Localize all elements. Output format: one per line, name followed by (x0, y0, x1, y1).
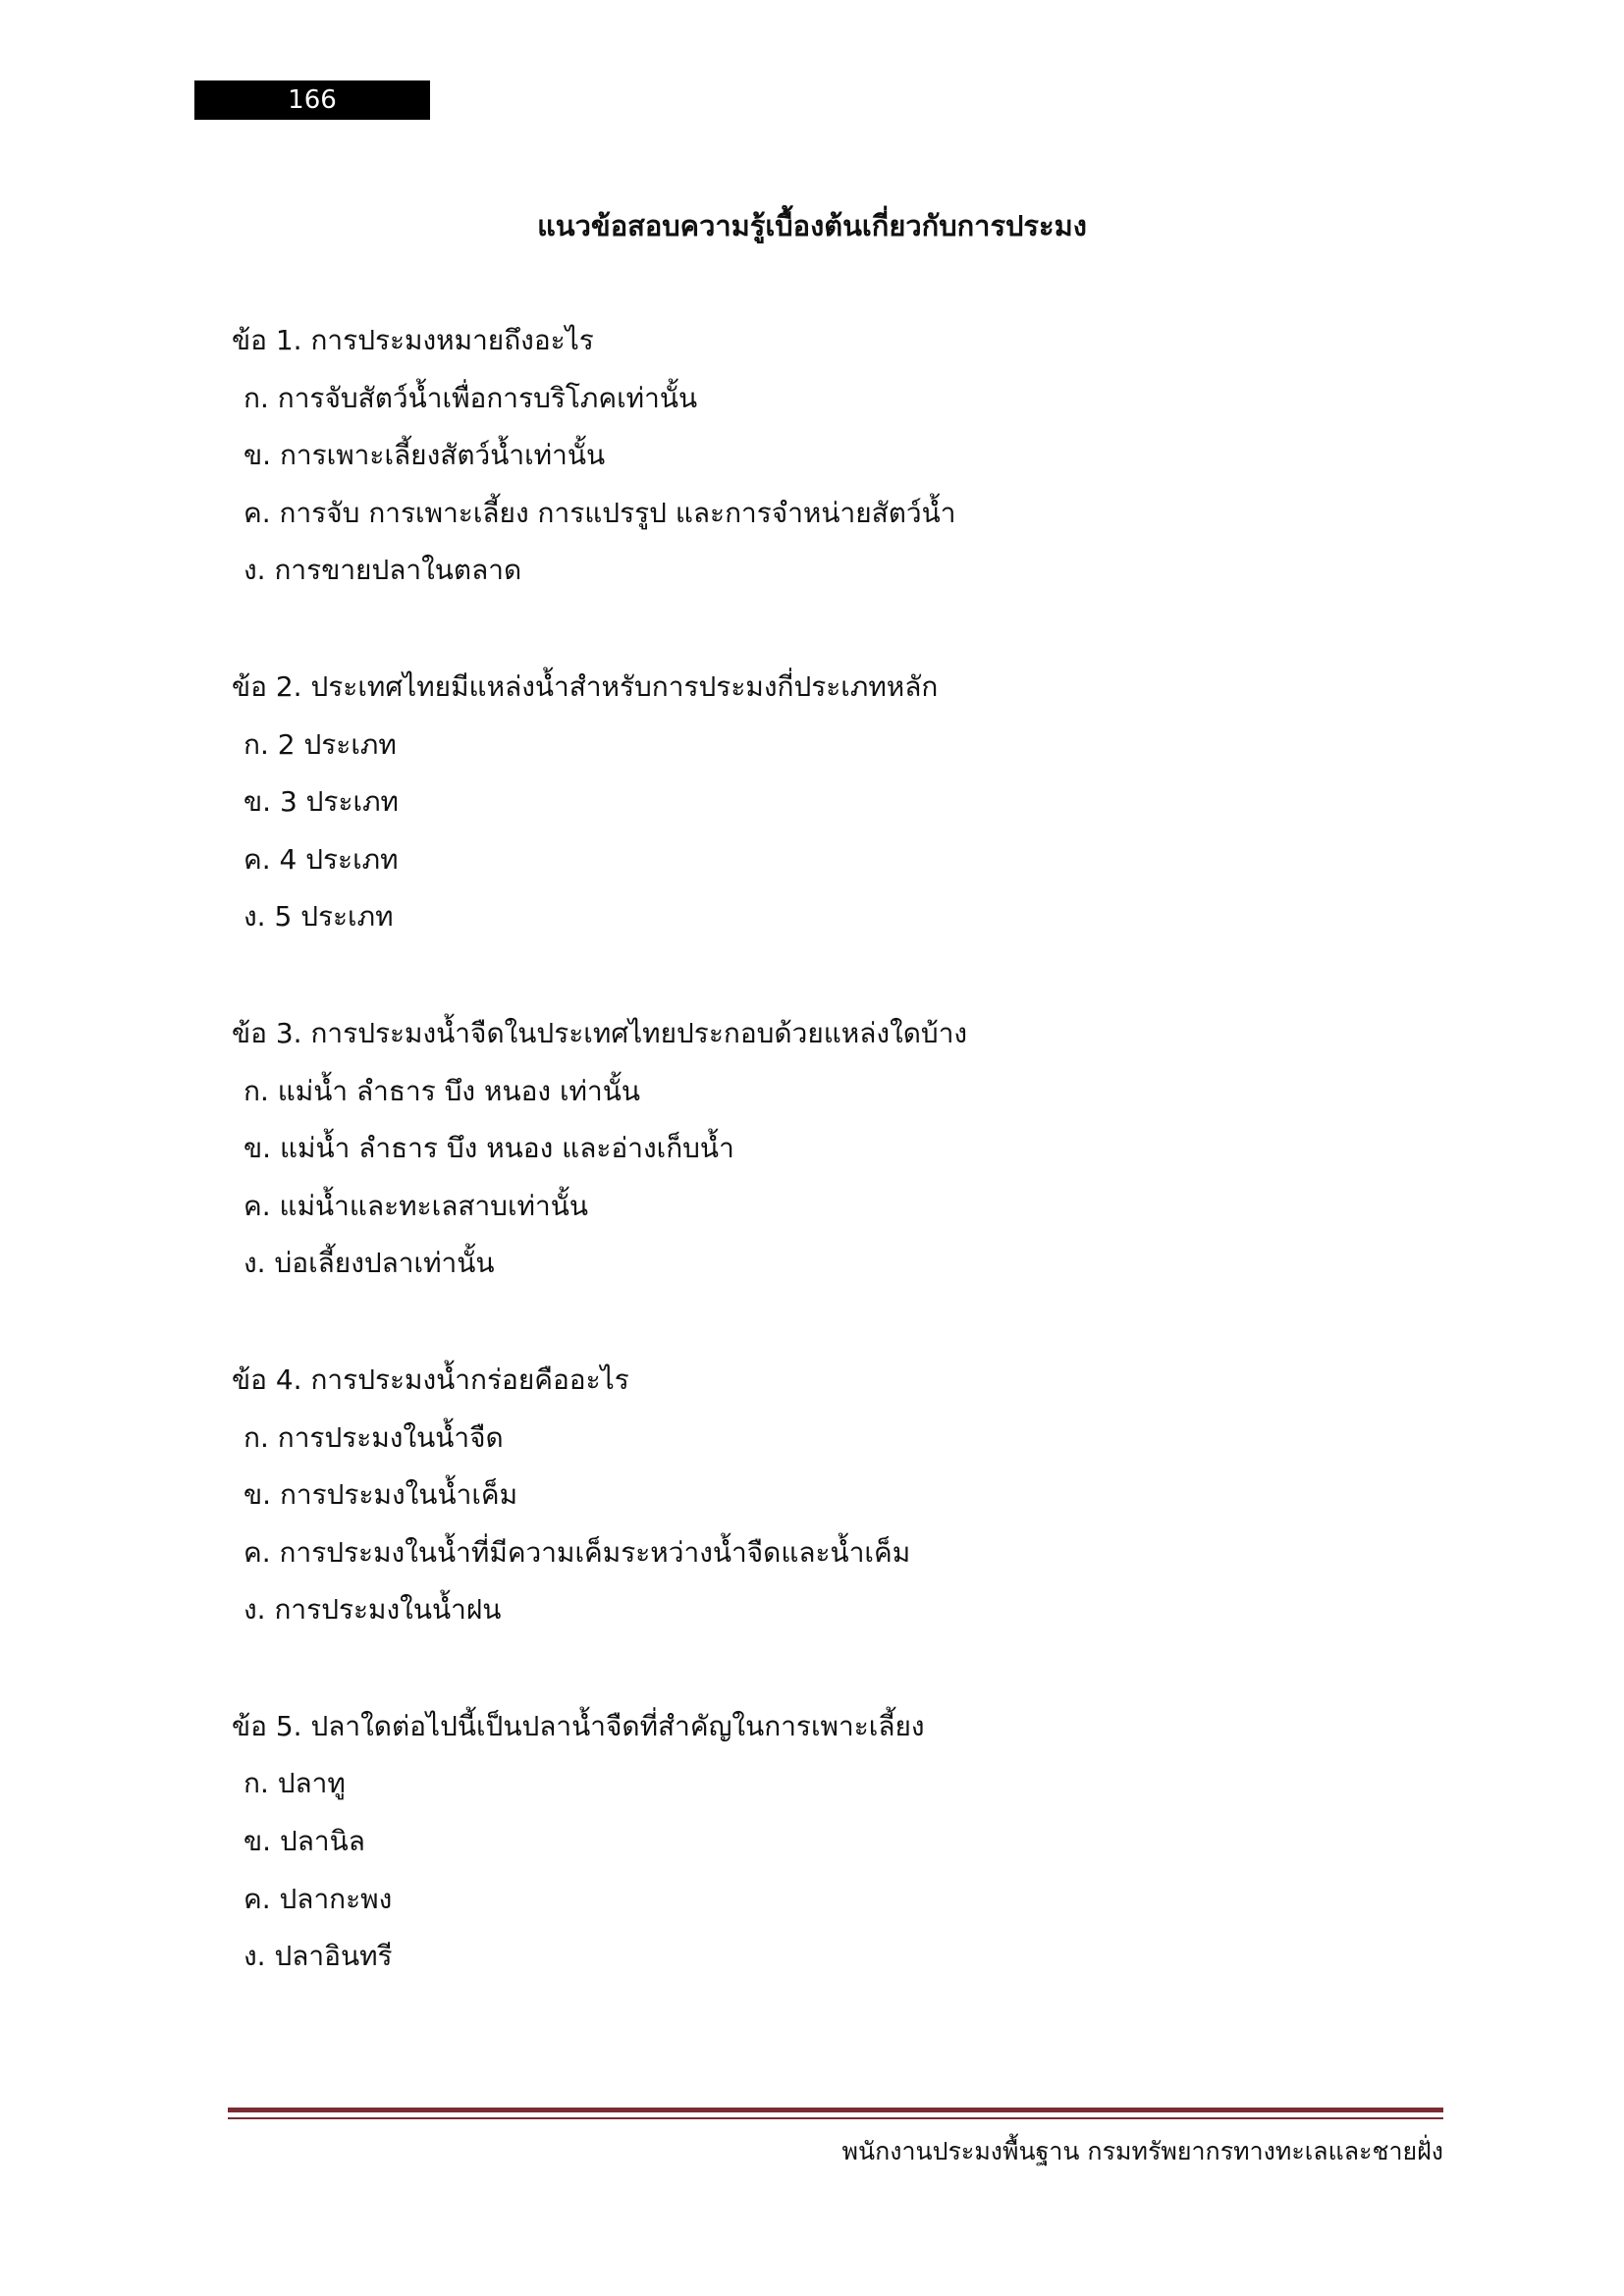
option-c: ค. การประมงในน้ำที่มีความเค็มระหว่างน้ำจืดและน้ำเค็ม (244, 1535, 911, 1569)
option-a: ก. การจับสัตว์น้ำเพื่อการบริโภคเท่านั้น (244, 381, 698, 414)
question-list (232, 312, 1459, 2045)
option-d: ง. ปลาอินทรี (244, 1940, 393, 1973)
option-d: ง. การประมงในน้ำฝน (244, 1593, 502, 1627)
question-text: ข้อ 4. การประมงน้ำกร่อยคืออะไร (232, 1362, 629, 1396)
question-text: ข้อ 5. ปลาใดต่อไปนี้เป็นปลาน้ำจืดที่สำคัญในการเพาะเลี้ยง (232, 1709, 925, 1742)
question-2 (232, 659, 1459, 946)
option-a: ก. 2 ประเภท (244, 727, 397, 761)
option-list (232, 1063, 1459, 1293)
footer-divider-thick (228, 2108, 1443, 2112)
option-list (232, 717, 1459, 946)
question-text: ข้อ 3. การประมงน้ำจืดในประเทศไทยประกอบด้วยแหล่งใดบ้าง (232, 1016, 968, 1049)
page-number: 166 (194, 80, 430, 120)
option-b: ข. แม่น้ำ ลำธาร บึง หนอง และอ่างเก็บน้ำ (244, 1132, 734, 1165)
option-d: ง. 5 ประเภท (244, 900, 394, 934)
option-a: ก. ปลาทู (244, 1767, 346, 1800)
option-a: ก. การประมงในน้ำจืด (244, 1420, 504, 1454)
option-b: ข. การประมงในน้ำเค็ม (244, 1478, 518, 1512)
question-5 (232, 1698, 1459, 1986)
footer-text: พนักงานประมงพื้นฐาน กรมทรัพยากรทางทะเลและชายฝั่ง (841, 2137, 1443, 2165)
question-3 (232, 1005, 1459, 1293)
option-b: ข. ปลานิล (244, 1825, 365, 1858)
question-text: ข้อ 1. การประมงหมายถึงอะไร (232, 324, 594, 356)
option-list (232, 1755, 1459, 1985)
option-list (232, 1410, 1459, 1639)
footer-divider-thin (228, 2117, 1443, 2119)
option-c: ค. ปลากะพง (244, 1882, 393, 1915)
question-1 (232, 312, 1459, 600)
question-text: ข้อ 2. ประเทศไทยมีแหล่งน้ำสำหรับการประมงกี่ประเภทหลัก (232, 669, 939, 703)
option-d: ง. บ่อเลี้ยงปลาเท่านั้น (244, 1247, 495, 1280)
option-b: ข. 3 ประเภท (244, 785, 399, 819)
option-c: ค. แม่น้ำและทะเลสาบเท่านั้น (244, 1189, 588, 1222)
option-a: ก. แม่น้ำ ลำธาร บึง หนอง เท่านั้น (244, 1074, 641, 1107)
option-c: ค. 4 ประเภท (244, 842, 399, 876)
option-d: ง. การขายปลาในตลาด (244, 554, 522, 587)
option-b: ข. การเพาะเลี้ยงสัตว์น้ำเท่านั้น (244, 439, 606, 472)
page-title: แนวข้อสอบความรู้เบื้องต้นเกี่ยวกับการประมง (537, 209, 1087, 242)
option-c: ค. การจับ การเพาะเลี้ยง การแปรรูป และการจำหน่ายสัตว์น้ำ (244, 496, 956, 529)
question-4 (232, 1352, 1459, 1639)
option-list (232, 370, 1459, 600)
